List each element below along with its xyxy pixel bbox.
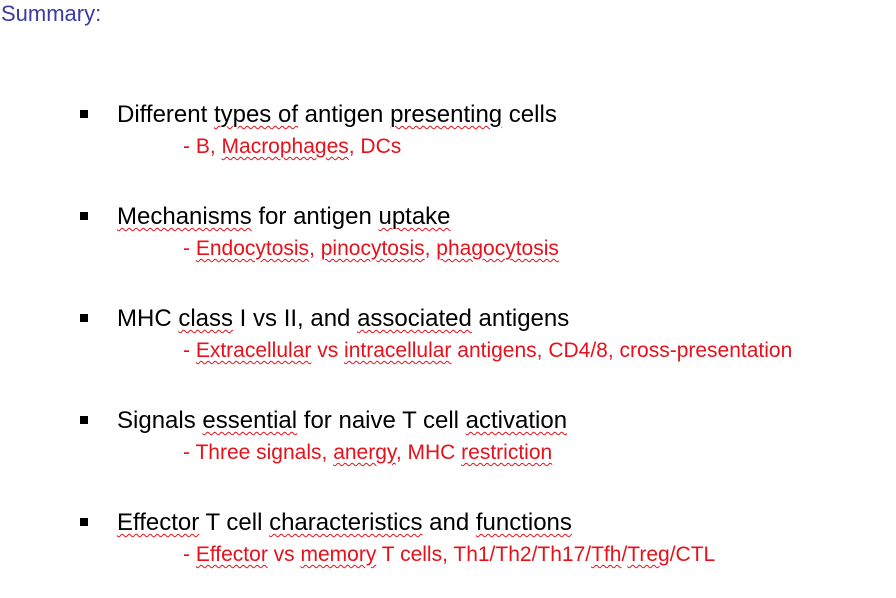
summary-item-main: Mechanisms for antigen uptake bbox=[117, 203, 451, 230]
summary-item-sub: - Effector vs memory T cells, Th1/Th2/Th17/Tfh/Treg/CTL bbox=[183, 543, 716, 566]
summary-item-main: Different types of antigen presenting cells bbox=[117, 101, 557, 128]
summary-item-5 bbox=[0, 508, 896, 580]
square-bullet-icon bbox=[80, 212, 88, 220]
summary-item-2 bbox=[0, 202, 896, 274]
square-bullet-icon bbox=[80, 416, 88, 424]
summary-item-main: Signals essential for naive T cell activation bbox=[117, 407, 568, 434]
summary-item-sub: - Extracellular vs intracellular antigens, CD4/8, cross-presentation bbox=[183, 339, 793, 362]
summary-item-3 bbox=[0, 304, 896, 376]
summary-item-main: MHC class I vs II, and associated antigens bbox=[117, 305, 570, 332]
square-bullet-icon bbox=[80, 314, 88, 322]
square-bullet-icon bbox=[80, 518, 88, 526]
summary-item-sub: - B, Macrophages, DCs bbox=[183, 135, 402, 158]
summary-item-4 bbox=[0, 406, 896, 478]
page-title: Summary: bbox=[1, 1, 102, 26]
summary-item-sub: - Endocytosis, pinocytosis, phagocytosis bbox=[183, 237, 559, 260]
summary-item-1 bbox=[0, 100, 896, 172]
summary-item-sub: - Three signals, anergy, MHC restriction bbox=[183, 441, 553, 464]
square-bullet-icon bbox=[80, 110, 88, 118]
summary-item-main: Effector T cell characteristics and functions bbox=[117, 509, 572, 536]
